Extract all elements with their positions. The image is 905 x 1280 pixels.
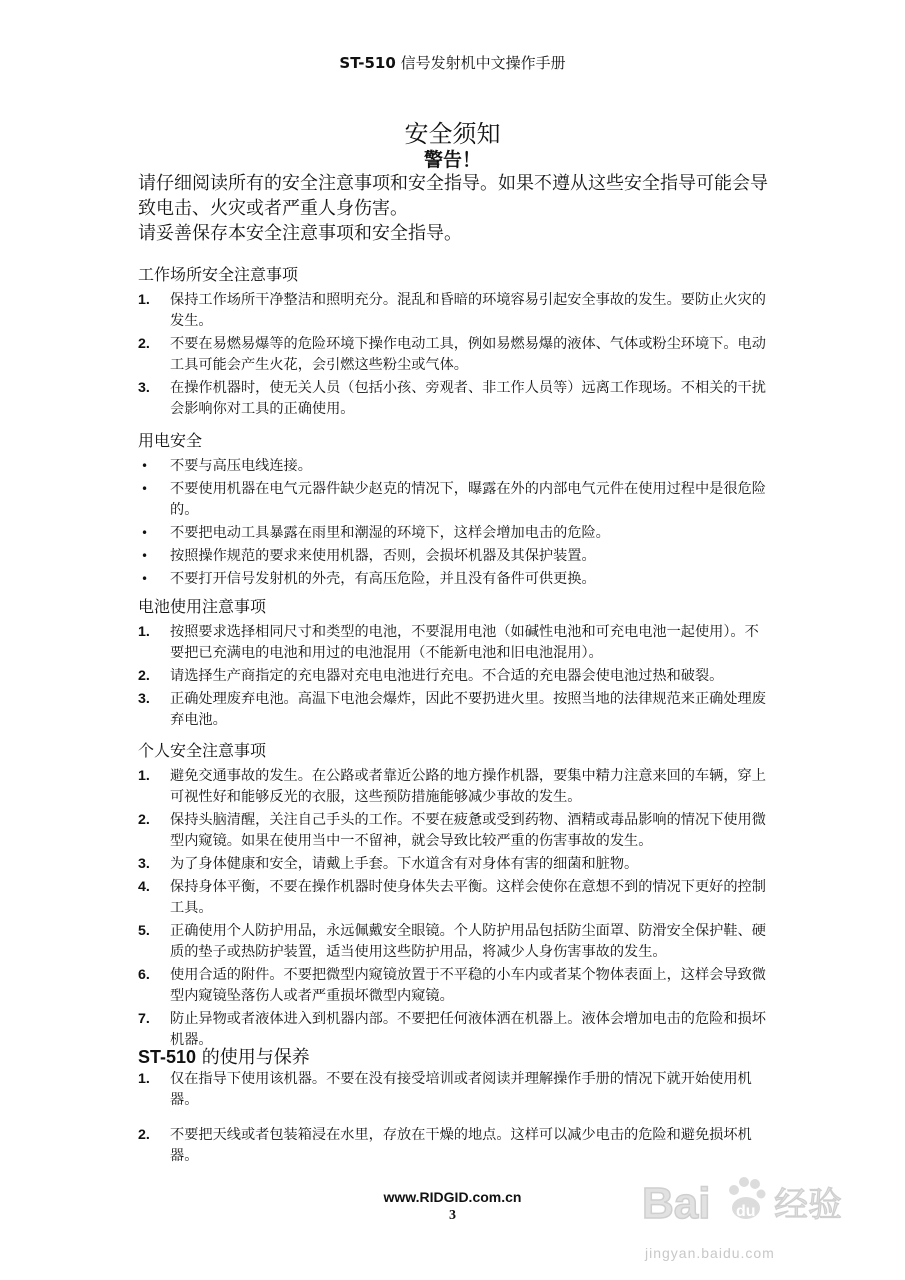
bullet-icon: • <box>141 549 149 563</box>
item-text: 保持头脑清醒，关注自己手头的工作。不要在疲惫或受到药物、酒精或毒品影响的情况下使用微型内窥镜。如果在使用当中一不留神，就会导致比较严重的伤害事故的发生。 <box>170 812 766 849</box>
item-text: 保持工作场所干净整洁和照明充分。混乱和昏暗的环境容易引起安全事故的发生。要防止火灾的发生。 <box>170 292 766 329</box>
section-title-personal: 个人安全注意事项 <box>138 741 267 760</box>
item-number: 2. <box>138 1127 150 1143</box>
list-item <box>138 666 768 687</box>
list-item <box>138 479 768 521</box>
list-item <box>138 334 768 376</box>
section-title-usage <box>138 1043 310 1069</box>
section-title-battery: 电池使用注意事项 <box>138 597 267 616</box>
item-text: 正确使用个人防护用品，永远佩戴安全眼镜。个人防护用品包括防尘面罩、防滑安全保护鞋、硬质的垫子或热防护装置，适当使用这些防护用品，将减少人身伤害事故的发生。 <box>170 923 766 960</box>
item-text: 不要在易燃易爆等的危险环境下操作电动工具，例如易燃易爆的液体、气体或粉尘环境下。电动工具可能会产生火花，会引燃这些粉尘或气体。 <box>170 336 766 373</box>
intro-paragraph: 请妥善保存本安全注意事项和安全指导。 <box>138 223 462 244</box>
bullet-icon: • <box>141 459 149 473</box>
usage-model-code: ST-510 <box>138 1047 197 1067</box>
section-title-workplace: 工作场所安全注意事项 <box>138 265 299 284</box>
item-number: 6. <box>138 967 150 983</box>
page-number: 3 <box>449 1208 456 1223</box>
list-item <box>138 290 768 332</box>
item-text: 避免交通事故的发生。在公路或者靠近公路的地方操作机器，要集中精力注意来回的车辆，穿上可视性好和能够反光的衣服，这些预防措施能够减少事故的发生。 <box>170 768 766 805</box>
list-item <box>138 456 768 477</box>
list-workplace <box>138 290 768 422</box>
item-number: 1. <box>138 624 150 640</box>
list-item <box>138 546 768 567</box>
page-title: 安全须知 <box>404 120 501 148</box>
list-item <box>138 766 768 808</box>
manual-title: 信号发射机中文操作手册 <box>400 54 566 72</box>
list-battery <box>138 622 768 733</box>
item-number: 5. <box>138 923 150 939</box>
list-item <box>138 622 768 664</box>
item-number: 1. <box>138 768 150 784</box>
item-number: 4. <box>138 879 150 895</box>
item-number: 1. <box>138 1071 150 1087</box>
list-item <box>138 523 768 544</box>
item-text: 不要把天线或者包装箱浸在水里，存放在干燥的地点。这样可以减少电击的危险和避免损坏机器。 <box>170 1127 752 1164</box>
list-item <box>138 810 768 852</box>
list-usage <box>138 1069 768 1169</box>
item-number: 3. <box>138 856 150 872</box>
list-electrical <box>138 456 768 592</box>
list-personal <box>138 766 768 1053</box>
bullet-icon: • <box>141 482 149 496</box>
model-code: ST-510 <box>339 54 396 72</box>
item-text: 在操作机器时，使无关人员（包括小孩、旁观者、非工作人员等）远离工作现场。不相关的干扰会影响你对工具的正确使用。 <box>170 380 766 417</box>
item-number: 2. <box>138 336 150 352</box>
item-number: 3. <box>138 380 150 396</box>
page-header <box>0 52 905 73</box>
list-item <box>138 378 768 420</box>
item-number: 2. <box>138 812 150 828</box>
bullet-icon: • <box>141 572 149 586</box>
bullet-icon: • <box>141 526 149 540</box>
item-text: 不要把电动工具暴露在雨里和潮湿的环境下，这样会增加电击的危险。 <box>170 525 610 541</box>
item-text: 保持身体平衡，不要在操作机器时使身体失去平衡。这样会使你在意想不到的情况下更好的控制工具。 <box>170 879 766 916</box>
watermark-url: jingyan.baidu.com <box>645 1245 775 1261</box>
item-text: 防止异物或者液体进入到机器内部。不要把任何液体洒在机器上。液体会增加电击的危险和损坏机器。 <box>170 1011 766 1048</box>
item-text: 正确处理废弃电池。高温下电池会爆炸，因此不要扔进火里。按照当地的法律规范来正确处理废弃电池。 <box>170 691 766 728</box>
item-text: 按照操作规范的要求来使用机器，否则，会损坏机器及其保护装置。 <box>170 548 596 564</box>
svg-text:经验: 经验 <box>774 1185 842 1225</box>
section-title-electrical: 用电安全 <box>138 431 203 450</box>
item-number: 7. <box>138 1011 150 1027</box>
item-text: 请选择生产商指定的充电器对充电电池进行充电。不合适的充电器会使电池过热和破裂。 <box>170 668 724 684</box>
list-item <box>138 1069 768 1111</box>
list-item <box>138 921 768 963</box>
item-text: 不要与高压电线连接。 <box>170 458 312 474</box>
item-text: 为了身体健康和安全，请戴上手套。下水道含有对身体有害的细菌和脏物。 <box>170 856 639 872</box>
item-text: 不要打开信号发射机的外壳，有高压危险，并且没有备件可供更换。 <box>170 571 596 587</box>
svg-text:Bai: Bai <box>642 1179 711 1228</box>
usage-title-text: 的使用与保养 <box>201 1047 310 1068</box>
intro-text <box>138 171 778 246</box>
svg-text:du: du <box>736 1203 756 1220</box>
item-number: 2. <box>138 668 150 684</box>
list-item <box>138 965 768 1007</box>
item-number: 3. <box>138 691 150 707</box>
warning-heading: 警告！ <box>423 149 481 171</box>
list-item <box>138 877 768 919</box>
list-item <box>138 854 768 875</box>
footer-url: www.RIDGID.com.cn <box>383 1189 522 1205</box>
list-item <box>138 689 768 731</box>
item-text: 不要使用机器在电气元器件缺少赵克的情况下，曝露在外的内部电气元件在使用过程中是很危险的。 <box>170 481 766 518</box>
intro-paragraph: 请仔细阅读所有的安全注意事项和安全指导。如果不遵从这些安全指导可能会导致电击、火灾或者严重人身伤害。 <box>138 173 768 219</box>
item-number: 1. <box>138 292 150 308</box>
item-text: 按照要求选择相同尺寸和类型的电池，不要混用电池（如碱性电池和可充电电池一起使用）。不要把已充满电的电池和用过的电池混用（不能新电池和旧电池混用）。 <box>170 624 759 661</box>
list-item <box>138 569 768 590</box>
item-text: 仅在指导下使用该机器。不要在没有接受培训或者阅读并理解操作手册的情况下就开始使用机器。 <box>170 1071 752 1108</box>
item-text: 使用合适的附件。不要把微型内窥镜放置于不平稳的小车内或者某个物体表面上，这样会导致微型内窥镜坠落伤人或者严重损坏微型内窥镜。 <box>170 967 766 1004</box>
